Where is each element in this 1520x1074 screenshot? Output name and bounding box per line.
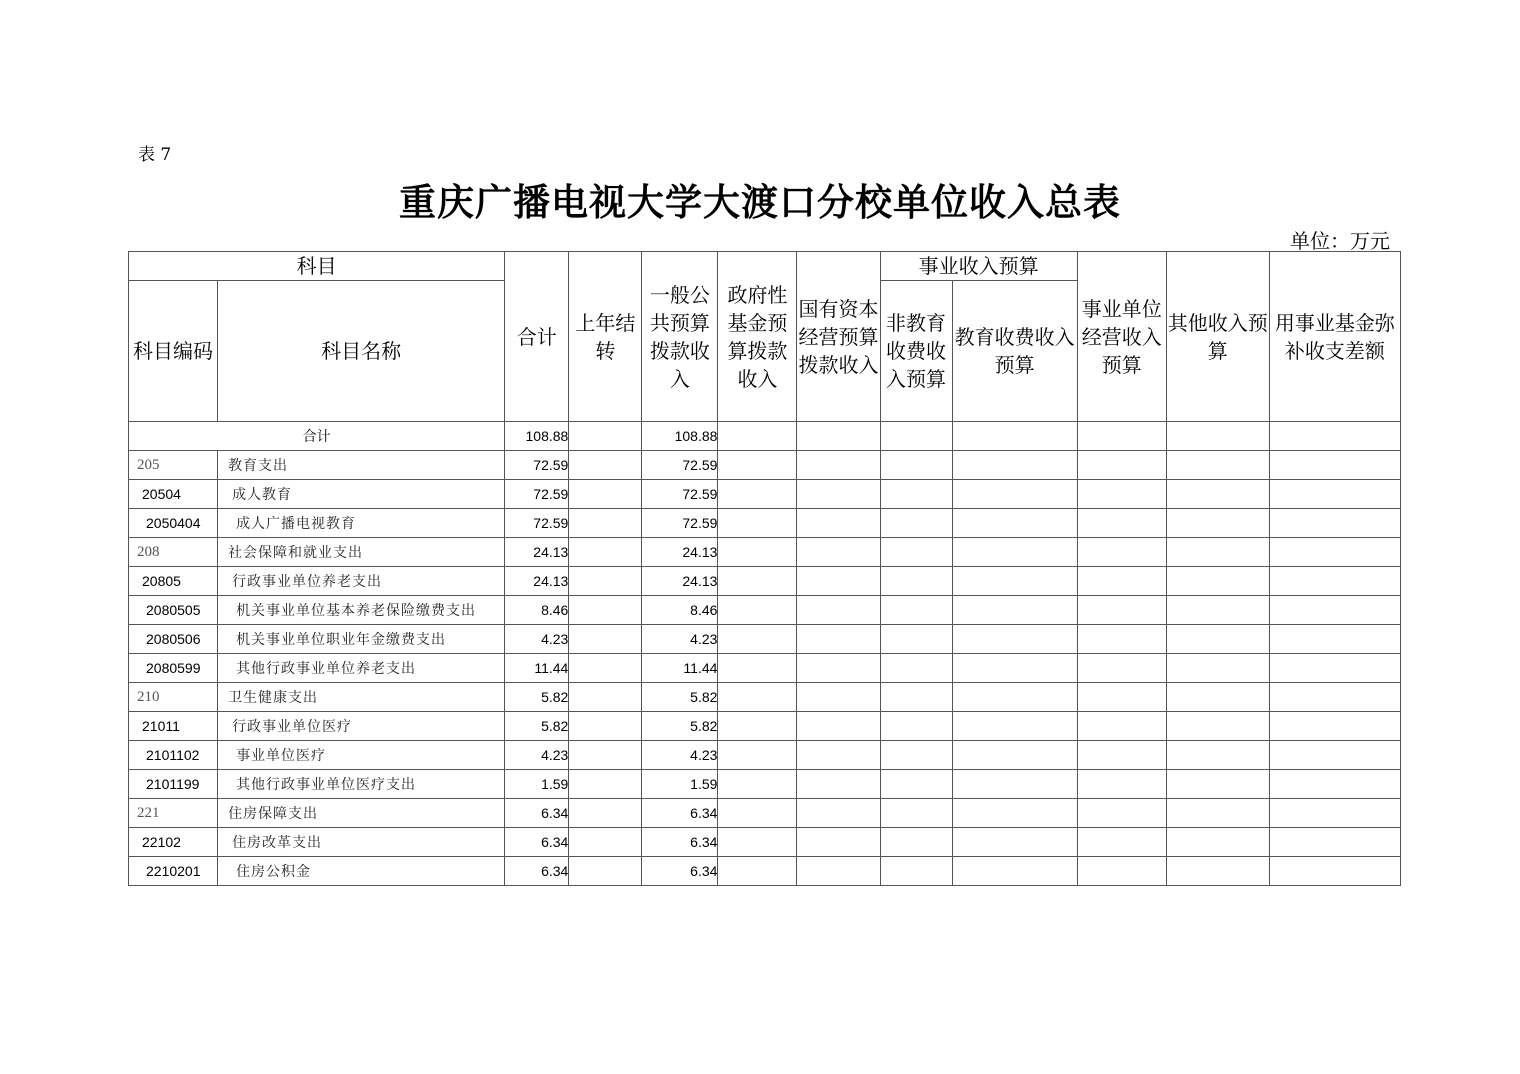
table-row <box>129 770 1401 799</box>
row-code: 22102 <box>129 828 218 857</box>
row-operating-income <box>1077 712 1166 741</box>
row-state-capital <box>797 828 880 857</box>
row-name: 其他行政事业单位养老支出 <box>218 654 505 683</box>
row-total: 5.82 <box>505 712 569 741</box>
row-non-edu-fee <box>880 509 952 538</box>
row-other-income <box>1166 828 1269 857</box>
row-operating-income <box>1077 683 1166 712</box>
row-gov-fund <box>718 509 797 538</box>
total-row-total: 108.88 <box>505 422 569 451</box>
row-gov-fund <box>718 567 797 596</box>
income-summary-table <box>128 251 1401 886</box>
row-operating-income <box>1077 538 1166 567</box>
table-row <box>129 654 1401 683</box>
row-other-income <box>1166 799 1269 828</box>
row-non-edu-fee <box>880 828 952 857</box>
row-carryover <box>569 741 642 770</box>
row-non-edu-fee <box>880 567 952 596</box>
row-general-budget: 6.34 <box>642 828 718 857</box>
row-non-edu-fee <box>880 625 952 654</box>
row-general-budget: 4.23 <box>642 625 718 654</box>
row-name: 机关事业单位职业年金缴费支出 <box>218 625 505 654</box>
row-gov-fund <box>718 712 797 741</box>
row-fund-offset <box>1269 712 1400 741</box>
row-edu-fee <box>952 799 1077 828</box>
row-other-income <box>1166 857 1269 886</box>
header-edu-fee: 教育收费收入预算 <box>952 281 1077 422</box>
row-edu-fee <box>952 712 1077 741</box>
row-other-income <box>1166 596 1269 625</box>
row-general-budget: 5.82 <box>642 683 718 712</box>
row-total: 24.13 <box>505 538 569 567</box>
row-gov-fund <box>718 770 797 799</box>
row-general-budget: 72.59 <box>642 480 718 509</box>
row-state-capital <box>797 654 880 683</box>
row-total: 72.59 <box>505 509 569 538</box>
row-code: 205 <box>129 451 218 480</box>
row-other-income <box>1166 770 1269 799</box>
header-subject-code: 科目编码 <box>129 281 218 422</box>
row-non-edu-fee <box>880 654 952 683</box>
row-name: 行政事业单位养老支出 <box>218 567 505 596</box>
row-state-capital <box>797 799 880 828</box>
row-fund-offset <box>1269 538 1400 567</box>
row-carryover <box>569 828 642 857</box>
row-state-capital <box>797 857 880 886</box>
row-carryover <box>569 451 642 480</box>
row-code: 20805 <box>129 567 218 596</box>
row-gov-fund <box>718 828 797 857</box>
row-general-budget: 6.34 <box>642 799 718 828</box>
row-code: 2101102 <box>129 741 218 770</box>
row-carryover <box>569 799 642 828</box>
row-name: 机关事业单位基本养老保险缴费支出 <box>218 596 505 625</box>
header-general-budget: 一般公共预算拨款收入 <box>642 252 718 422</box>
row-total: 6.34 <box>505 828 569 857</box>
row-carryover <box>569 683 642 712</box>
row-fund-offset <box>1269 770 1400 799</box>
row-general-budget: 4.23 <box>642 741 718 770</box>
row-code: 210 <box>129 683 218 712</box>
row-non-edu-fee <box>880 596 952 625</box>
row-fund-offset <box>1269 596 1400 625</box>
row-state-capital <box>797 509 880 538</box>
row-code: 2210201 <box>129 857 218 886</box>
header-subject-name: 科目名称 <box>218 281 505 422</box>
row-carryover <box>569 480 642 509</box>
row-non-edu-fee <box>880 770 952 799</box>
header-state-capital: 国有资本经营预算拨款收入 <box>797 252 880 422</box>
row-edu-fee <box>952 857 1077 886</box>
row-state-capital <box>797 567 880 596</box>
row-operating-income <box>1077 654 1166 683</box>
total-row <box>129 422 1401 451</box>
header-non-edu-fee: 非教育收费收入预算 <box>880 281 952 422</box>
row-other-income <box>1166 451 1269 480</box>
row-total: 4.23 <box>505 625 569 654</box>
row-carryover <box>569 712 642 741</box>
table-row <box>129 799 1401 828</box>
header-subject: 科目 <box>129 252 505 281</box>
row-code: 20504 <box>129 480 218 509</box>
row-name: 事业单位医疗 <box>218 741 505 770</box>
row-operating-income <box>1077 480 1166 509</box>
row-edu-fee <box>952 480 1077 509</box>
row-name: 住房公积金 <box>218 857 505 886</box>
row-carryover <box>569 538 642 567</box>
table-row <box>129 509 1401 538</box>
row-carryover <box>569 857 642 886</box>
row-total: 6.34 <box>505 799 569 828</box>
row-state-capital <box>797 741 880 770</box>
row-name: 成人广播电视教育 <box>218 509 505 538</box>
row-total: 24.13 <box>505 567 569 596</box>
row-carryover <box>569 770 642 799</box>
row-gov-fund <box>718 654 797 683</box>
row-general-budget: 11.44 <box>642 654 718 683</box>
row-code: 2101199 <box>129 770 218 799</box>
table-row <box>129 683 1401 712</box>
table-row <box>129 741 1401 770</box>
row-code: 21011 <box>129 712 218 741</box>
page-title: 重庆广播电视大学大渡口分校单位收入总表 <box>399 181 1121 224</box>
row-state-capital <box>797 770 880 799</box>
row-code: 2080506 <box>129 625 218 654</box>
row-gov-fund <box>718 451 797 480</box>
row-total: 72.59 <box>505 451 569 480</box>
row-other-income <box>1166 567 1269 596</box>
table-row <box>129 857 1401 886</box>
row-name: 住房保障支出 <box>218 799 505 828</box>
row-operating-income <box>1077 509 1166 538</box>
table-body <box>129 422 1401 886</box>
row-non-edu-fee <box>880 480 952 509</box>
row-edu-fee <box>952 770 1077 799</box>
row-edu-fee <box>952 538 1077 567</box>
row-name: 其他行政事业单位医疗支出 <box>218 770 505 799</box>
row-gov-fund <box>718 538 797 567</box>
header-operating-income: 事业单位经营收入预算 <box>1077 252 1166 422</box>
row-fund-offset <box>1269 567 1400 596</box>
table-header <box>129 252 1401 422</box>
row-operating-income <box>1077 828 1166 857</box>
unit-label: 单位：万元 <box>1290 229 1390 253</box>
row-total: 5.82 <box>505 683 569 712</box>
row-edu-fee <box>952 828 1077 857</box>
row-fund-offset <box>1269 828 1400 857</box>
row-general-budget: 24.13 <box>642 567 718 596</box>
row-fund-offset <box>1269 741 1400 770</box>
row-operating-income <box>1077 567 1166 596</box>
header-fund-offset: 用事业基金弥补收支差额 <box>1269 252 1400 422</box>
row-fund-offset <box>1269 654 1400 683</box>
row-code: 221 <box>129 799 218 828</box>
row-edu-fee <box>952 625 1077 654</box>
table-number-label: 表 7 <box>138 145 172 165</box>
header-total: 合计 <box>505 252 569 422</box>
row-carryover <box>569 567 642 596</box>
header-gov-fund: 政府性基金预算拨款收入 <box>718 252 797 422</box>
header-carryover: 上年结转 <box>569 252 642 422</box>
row-other-income <box>1166 509 1269 538</box>
row-state-capital <box>797 480 880 509</box>
table-row <box>129 712 1401 741</box>
row-general-budget: 5.82 <box>642 712 718 741</box>
row-operating-income <box>1077 451 1166 480</box>
row-operating-income <box>1077 625 1166 654</box>
header-other-income: 其他收入预算 <box>1166 252 1269 422</box>
row-other-income <box>1166 741 1269 770</box>
row-other-income <box>1166 480 1269 509</box>
row-general-budget: 8.46 <box>642 596 718 625</box>
table-row <box>129 625 1401 654</box>
table-row <box>129 538 1401 567</box>
row-name: 教育支出 <box>218 451 505 480</box>
row-general-budget: 72.59 <box>642 451 718 480</box>
row-operating-income <box>1077 857 1166 886</box>
table-row <box>129 828 1401 857</box>
row-code: 2050404 <box>129 509 218 538</box>
row-gov-fund <box>718 857 797 886</box>
row-fund-offset <box>1269 509 1400 538</box>
row-general-budget: 72.59 <box>642 509 718 538</box>
row-gov-fund <box>718 741 797 770</box>
row-gov-fund <box>718 625 797 654</box>
row-gov-fund <box>718 596 797 625</box>
row-fund-offset <box>1269 480 1400 509</box>
row-operating-income <box>1077 770 1166 799</box>
row-name: 行政事业单位医疗 <box>218 712 505 741</box>
row-name: 成人教育 <box>218 480 505 509</box>
row-total: 11.44 <box>505 654 569 683</box>
row-non-edu-fee <box>880 538 952 567</box>
row-name: 卫生健康支出 <box>218 683 505 712</box>
row-fund-offset <box>1269 799 1400 828</box>
row-edu-fee <box>952 567 1077 596</box>
row-other-income <box>1166 654 1269 683</box>
row-code: 2080505 <box>129 596 218 625</box>
row-total: 1.59 <box>505 770 569 799</box>
row-general-budget: 24.13 <box>642 538 718 567</box>
row-general-budget: 1.59 <box>642 770 718 799</box>
row-total: 72.59 <box>505 480 569 509</box>
row-fund-offset <box>1269 451 1400 480</box>
row-carryover <box>569 654 642 683</box>
row-state-capital <box>797 683 880 712</box>
total-row-general-budget: 108.88 <box>642 422 718 451</box>
row-carryover <box>569 509 642 538</box>
row-gov-fund <box>718 683 797 712</box>
row-gov-fund <box>718 799 797 828</box>
row-other-income <box>1166 625 1269 654</box>
row-other-income <box>1166 683 1269 712</box>
row-edu-fee <box>952 596 1077 625</box>
row-fund-offset <box>1269 625 1400 654</box>
row-non-edu-fee <box>880 451 952 480</box>
table-row <box>129 596 1401 625</box>
row-non-edu-fee <box>880 799 952 828</box>
row-non-edu-fee <box>880 683 952 712</box>
row-non-edu-fee <box>880 741 952 770</box>
row-total: 6.34 <box>505 857 569 886</box>
header-career-income: 事业收入预算 <box>880 252 1077 281</box>
row-edu-fee <box>952 451 1077 480</box>
table-row <box>129 451 1401 480</box>
row-edu-fee <box>952 741 1077 770</box>
row-fund-offset <box>1269 683 1400 712</box>
row-other-income <box>1166 712 1269 741</box>
row-name: 住房改革支出 <box>218 828 505 857</box>
row-state-capital <box>797 596 880 625</box>
row-carryover <box>569 625 642 654</box>
row-edu-fee <box>952 509 1077 538</box>
row-carryover <box>569 596 642 625</box>
row-gov-fund <box>718 480 797 509</box>
row-state-capital <box>797 625 880 654</box>
table-row <box>129 567 1401 596</box>
row-other-income <box>1166 538 1269 567</box>
row-code: 208 <box>129 538 218 567</box>
row-non-edu-fee <box>880 712 952 741</box>
total-row-label: 合计 <box>129 422 505 451</box>
row-name: 社会保障和就业支出 <box>218 538 505 567</box>
row-non-edu-fee <box>880 857 952 886</box>
row-operating-income <box>1077 596 1166 625</box>
row-edu-fee <box>952 683 1077 712</box>
row-code: 2080599 <box>129 654 218 683</box>
row-fund-offset <box>1269 857 1400 886</box>
row-edu-fee <box>952 654 1077 683</box>
row-total: 4.23 <box>505 741 569 770</box>
row-state-capital <box>797 538 880 567</box>
row-operating-income <box>1077 741 1166 770</box>
row-operating-income <box>1077 799 1166 828</box>
row-total: 8.46 <box>505 596 569 625</box>
table-row <box>129 480 1401 509</box>
row-state-capital <box>797 712 880 741</box>
row-general-budget: 6.34 <box>642 857 718 886</box>
row-state-capital <box>797 451 880 480</box>
